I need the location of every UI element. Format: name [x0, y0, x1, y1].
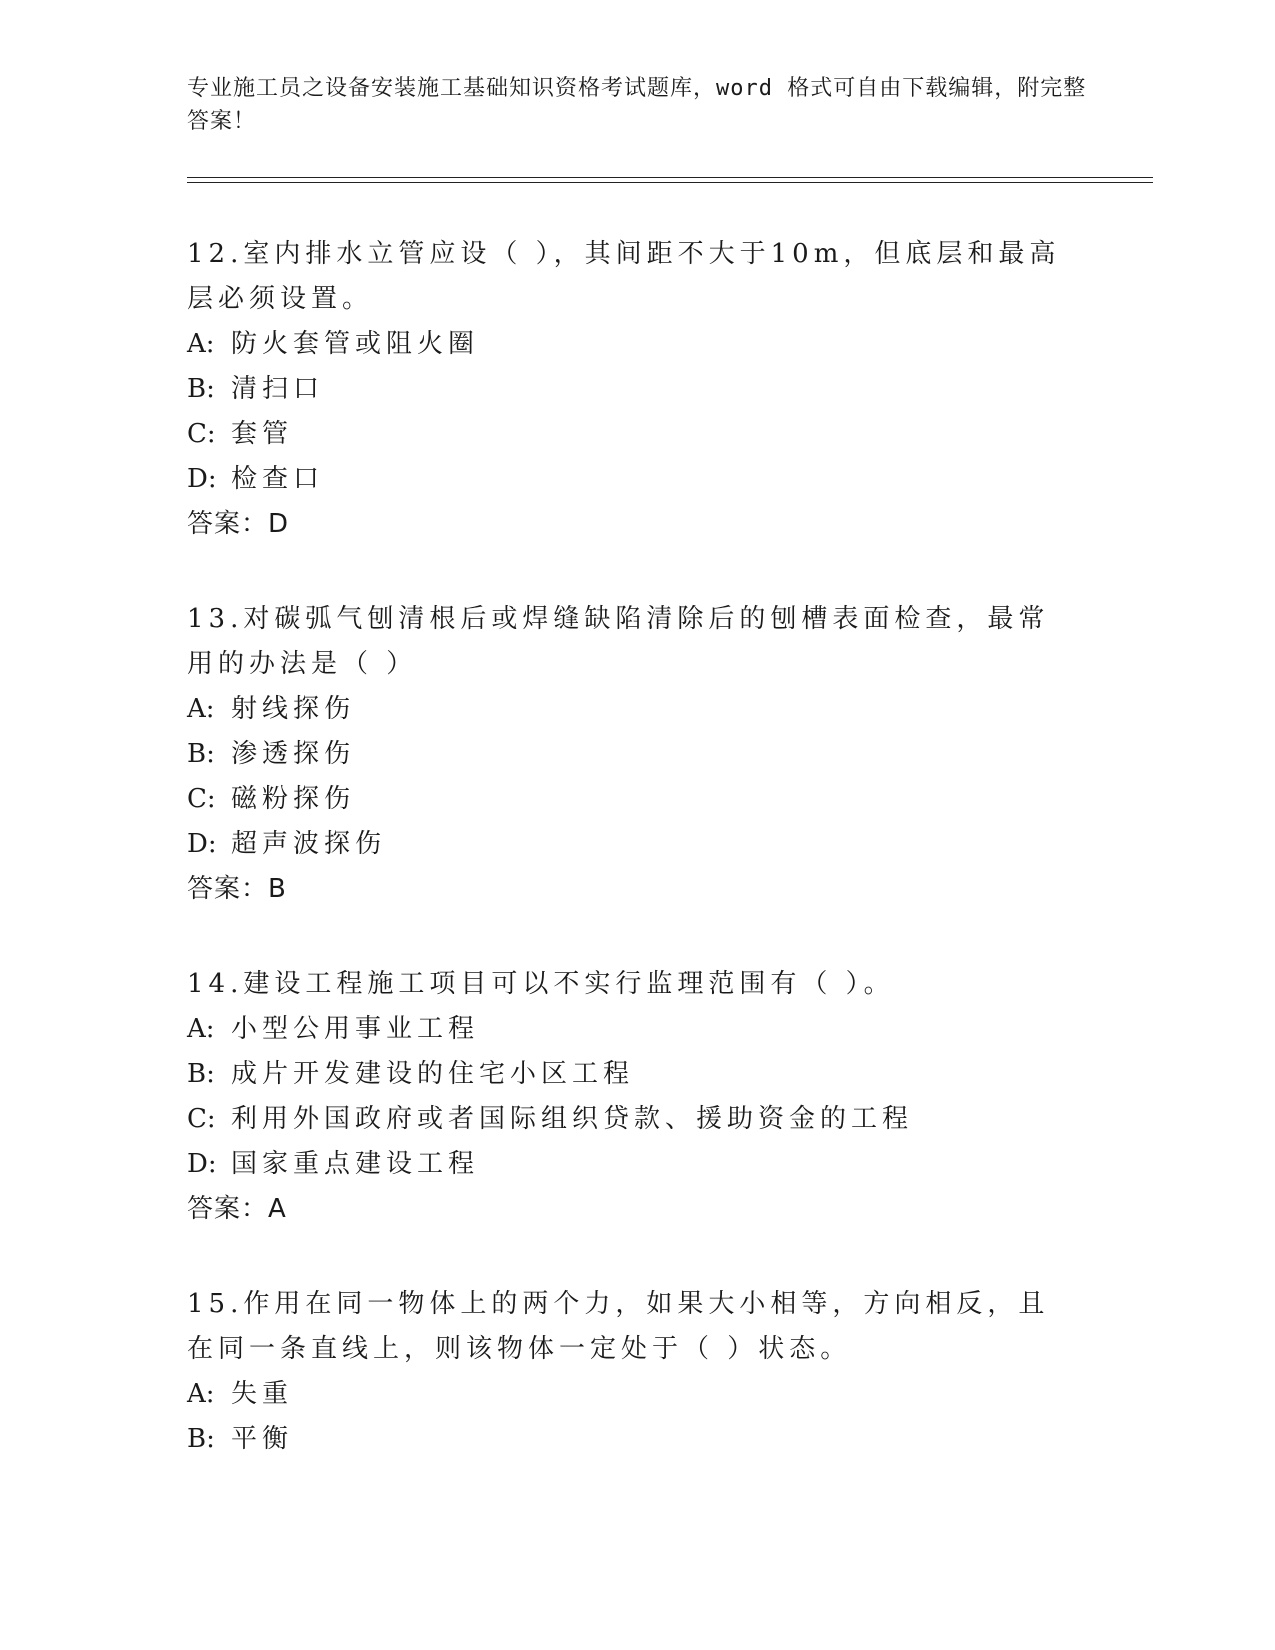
option-text: 清扫口: [231, 374, 325, 404]
option-key: C:: [187, 784, 216, 814]
option-text: 磁粉探伤: [231, 784, 356, 814]
option-text: 套管: [231, 419, 294, 449]
question-list: [187, 232, 1087, 1512]
option-c: [187, 777, 1087, 822]
option-text: 检查口: [231, 464, 325, 494]
question-14: [187, 962, 1087, 1232]
option-key: B:: [187, 1424, 215, 1454]
option-key: D:: [187, 464, 217, 494]
answer: 答案：A: [187, 1194, 287, 1224]
option-key: B:: [187, 739, 215, 769]
option-key: D:: [187, 1149, 217, 1179]
header-divider-bottom: [187, 182, 1153, 183]
option-text: 防火套管或阻火圈: [231, 329, 480, 359]
option-d: [187, 457, 1087, 502]
option-text: 成片开发建设的住宅小区工程: [231, 1059, 635, 1089]
option-a: [187, 322, 1087, 367]
option-key: A:: [187, 1379, 215, 1409]
option-key: B:: [187, 374, 215, 404]
option-key: D:: [187, 829, 217, 859]
question-15: [187, 1282, 1087, 1462]
option-text: 平衡: [231, 1424, 294, 1454]
question-stem: 14.建设工程施工项目可以不实行监理范围有（ ）。: [187, 969, 895, 999]
option-key: A:: [187, 1014, 215, 1044]
question-stem: 13.对碳弧气刨清根后或焊缝缺陷清除后的刨槽表面检查，最常用的办法是（ ）: [187, 604, 1050, 679]
option-a: [187, 1372, 1087, 1417]
option-d: [187, 1142, 1087, 1187]
option-key: B:: [187, 1059, 215, 1089]
question-stem: 12.室内排水立管应设（ ），其间距不大于10m，但底层和最高层必须设置。: [187, 239, 1061, 314]
option-b: [187, 1052, 1087, 1097]
option-key: C:: [187, 419, 216, 449]
option-key: A:: [187, 329, 215, 359]
question-12: [187, 232, 1087, 547]
option-key: A:: [187, 694, 215, 724]
option-text: 失重: [231, 1379, 294, 1409]
option-key: C:: [187, 1104, 216, 1134]
question-13: [187, 597, 1087, 912]
option-text: 射线探伤: [231, 694, 356, 724]
option-a: [187, 1007, 1087, 1052]
option-a: [187, 687, 1087, 732]
option-b: [187, 1417, 1087, 1462]
option-b: [187, 732, 1087, 777]
option-text: 超声波探伤: [231, 829, 387, 859]
header-divider-top: [187, 177, 1153, 178]
answer: 答案：D: [187, 509, 290, 539]
answer: 答案：B: [187, 874, 287, 904]
document-header: 专业施工员之设备安装施工基础知识资格考试题库，word 格式可自由下载编辑，附完整答案！: [187, 76, 1087, 134]
option-d: [187, 822, 1087, 867]
option-text: 利用外国政府或者国际组织贷款、援助资金的工程: [231, 1104, 914, 1134]
option-text: 渗透探伤: [231, 739, 356, 769]
option-c: [187, 1097, 1087, 1142]
option-b: [187, 367, 1087, 412]
option-text: 小型公用事业工程: [231, 1014, 480, 1044]
option-c: [187, 412, 1087, 457]
option-text: 国家重点建设工程: [231, 1149, 480, 1179]
question-stem: 15.作用在同一物体上的两个力，如果大小相等，方向相反，且在同一条直线上，则该物体一定处于（ ）状态。: [187, 1289, 1050, 1364]
